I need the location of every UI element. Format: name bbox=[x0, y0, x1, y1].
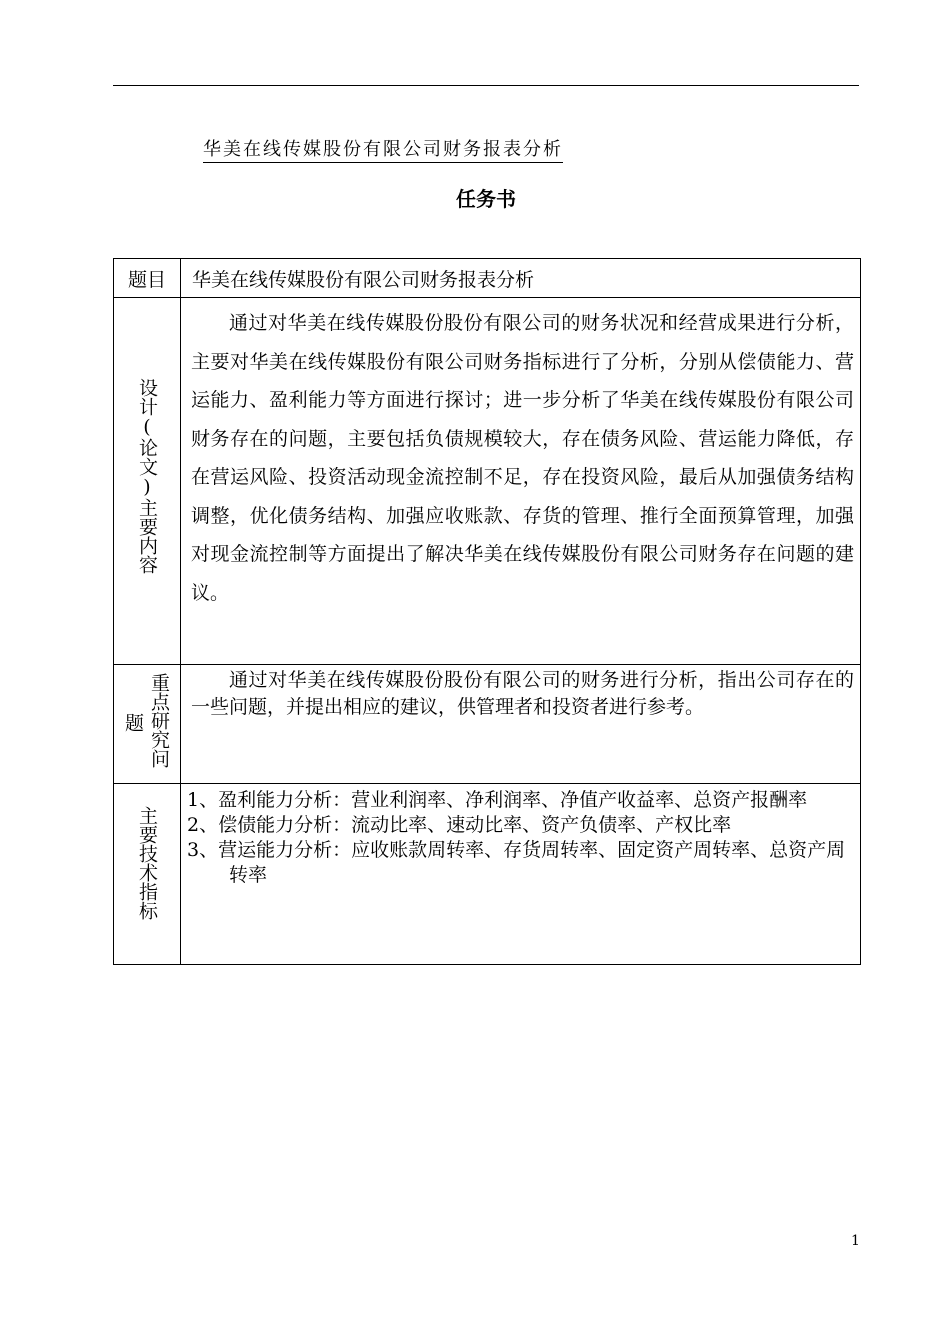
tech-content-cell bbox=[181, 784, 861, 965]
topic-label: 题目 bbox=[114, 259, 181, 298]
table-row-focus bbox=[114, 665, 861, 784]
document-title: 华美在线传媒股份有限公司财务报表分析 bbox=[203, 135, 563, 163]
design-content-cell bbox=[181, 298, 861, 665]
focus-label bbox=[114, 665, 180, 783]
topic-value: 华美在线传媒股份有限公司财务报表分析 bbox=[181, 259, 861, 298]
design-label-cell bbox=[114, 298, 181, 665]
table-row-design bbox=[114, 298, 861, 665]
tech-list bbox=[181, 784, 860, 888]
tech-item-profitability: 1、盈利能力分析：营业利润率、净利润率、净值产收益率、总资产报酬率 bbox=[187, 789, 808, 811]
tech-item-operating: 3、营运能力分析：应收账款周转率、存货周转率、固定资产周转率、总资产周转率 bbox=[187, 839, 846, 886]
focus-label-column-2: 题 bbox=[122, 713, 144, 732]
focus-content: 通过对华美在线传媒股份股份有限公司的财务进行分析，指出公司存在的一些问题，并提出相应的建议，供管理者和投资者进行参考。 bbox=[191, 669, 854, 718]
design-content: 通过对华美在线传媒股份股份有限公司的财务状况和经营成果进行分析，主要对华美在线传媒股份有限公司财务指标进行了分析，分别从偿债能力、营运能力、盈利能力等方面进行探讨；进一步分析了华美在线传媒股份有限公司财务存在的问题，主要包括负债规模较大，存在债务风险、营运能力降低，存在营运风险、投资活动现金流控制不足，存在投资风险，最后从加强债务结构调整，优化债务结构、加强应收账款、存货的管理、推行全面预算管理，加强对现金流控制等方面提出了解决华美在线传媒股份有限公司财务存在问题的建议。 bbox=[191, 312, 854, 604]
header-rule bbox=[113, 85, 859, 86]
page-number: 1 bbox=[851, 1233, 860, 1249]
document-subtitle: 任务书 bbox=[456, 187, 516, 211]
focus-content-cell bbox=[181, 665, 861, 784]
table-row-topic bbox=[114, 259, 861, 298]
tech-label: 主要技术指标 bbox=[136, 806, 158, 920]
table-row-tech bbox=[114, 784, 861, 965]
task-table bbox=[113, 258, 861, 965]
focus-label-cell bbox=[114, 665, 181, 784]
focus-label-column-1: 重点研究问 bbox=[148, 673, 170, 768]
tech-label-cell bbox=[114, 784, 181, 965]
design-label: 设计(论文)主要内容 bbox=[136, 378, 158, 574]
tech-item-solvency: 2、偿债能力分析：流动比率、速动比率、资产负债率、产权比率 bbox=[187, 814, 732, 836]
